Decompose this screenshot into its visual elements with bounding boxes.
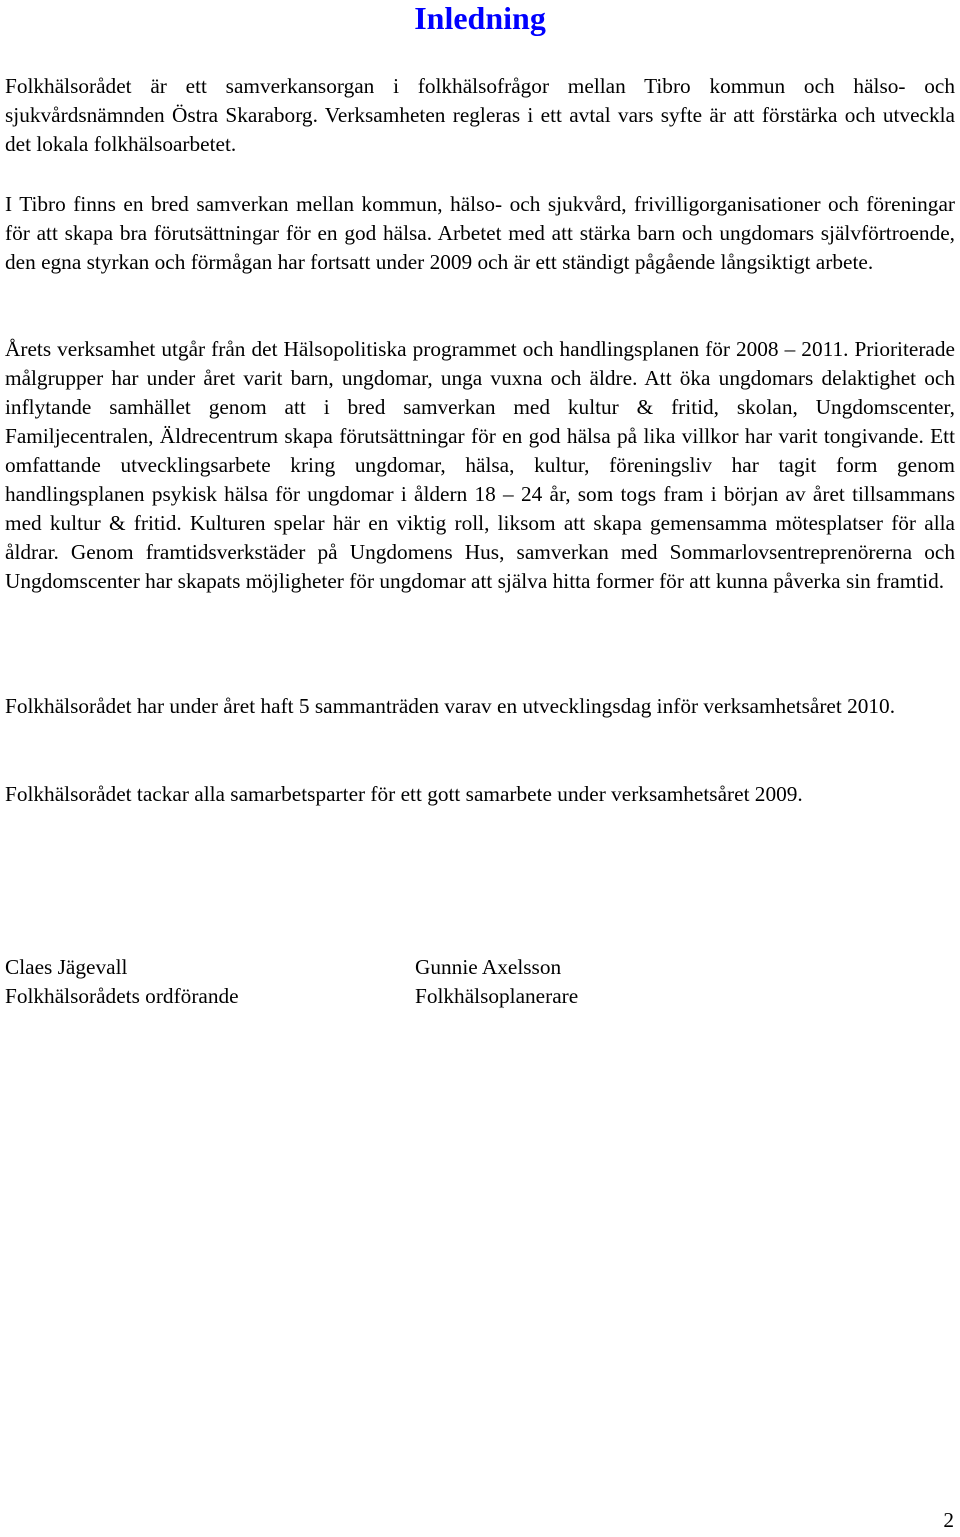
paragraph-collaboration: I Tibro finns en bred samverkan mellan kommun, hälso- och sjukvård, frivilligorganisationer och föreningar för att skapa bra förutsättningar för en god hälsa. Arbetet med att stärka barn och ungdomars självförtroende, den egna styrkan och förmågan har fortsatt under 2009 och är ett ständigt pågående långsiktigt arbete. — [5, 192, 955, 274]
paragraph-intro: Folkhälsorådet är ett samverkansorgan i folkhälsofrågor mellan Tibro kommun och hälso- och sjukvårdsnämnden Östra Skaraborg. Verksamheten regleras i ett avtal vars syfte är att förstärka och utveckla det lokala folkhälsoarbetet. — [5, 74, 955, 156]
paragraph-meetings: Folkhälsorådet har under året haft 5 sammanträden varav en utvecklingsdag inför verksamhetsåret 2010. — [5, 694, 896, 718]
signature-left — [5, 953, 239, 1011]
paragraph-activities: Årets verksamhet utgår från det Hälsopolitiska programmet och handlingsplanen för 2008 – 2011. Prioriterade målgrupper har under året varit barn, ungdomar, unga vuxna och äldre. Att öka ungdomars delaktighet och inflytande samhället genom att i bred samverkan med kultur & fritid, skolan, Ungdomscenter, Familjecentralen, Äldrecentrum skapa förutsättningar för en god hälsa på lika villkor har varit tongivande. Ett omfattande utvecklingsarbete kring ungdomar, hälsa, kultur, föreningsliv har tagit form genom handlingsplanen psykisk hälsa för ungdomar i åldern 18 – 24 år, som togs fram i början av året tillsammans med kultur & fritid. Kulturen spelar här en viktig roll, liksom att skapa gemensamma mötesplatser för alla åldrar. Genom framtidsverkstäder på Ungdomens Hus, samverkan med Sommarlovsentreprenörerna och Ungdomscenter har skapats möjligheter för ungdomar att själva hitta former för att kunna påverka sin framtid. — [5, 337, 955, 593]
signature-right — [415, 953, 578, 1011]
signature-left-role: Folkhälsorådets ordförande — [5, 984, 239, 1008]
page-number: 2 — [943, 1508, 954, 1532]
signature-right-role: Folkhälsoplanerare — [415, 984, 579, 1008]
page-title: Inledning — [414, 0, 546, 36]
signature-right-name: Gunnie Axelsson — [415, 955, 562, 979]
signature-left-name: Claes Jägevall — [5, 955, 128, 979]
paragraph-thanks: Folkhälsorådet tackar alla samarbetsparter för ett gott samarbete under verksamhetsåret 2009. — [5, 782, 803, 806]
